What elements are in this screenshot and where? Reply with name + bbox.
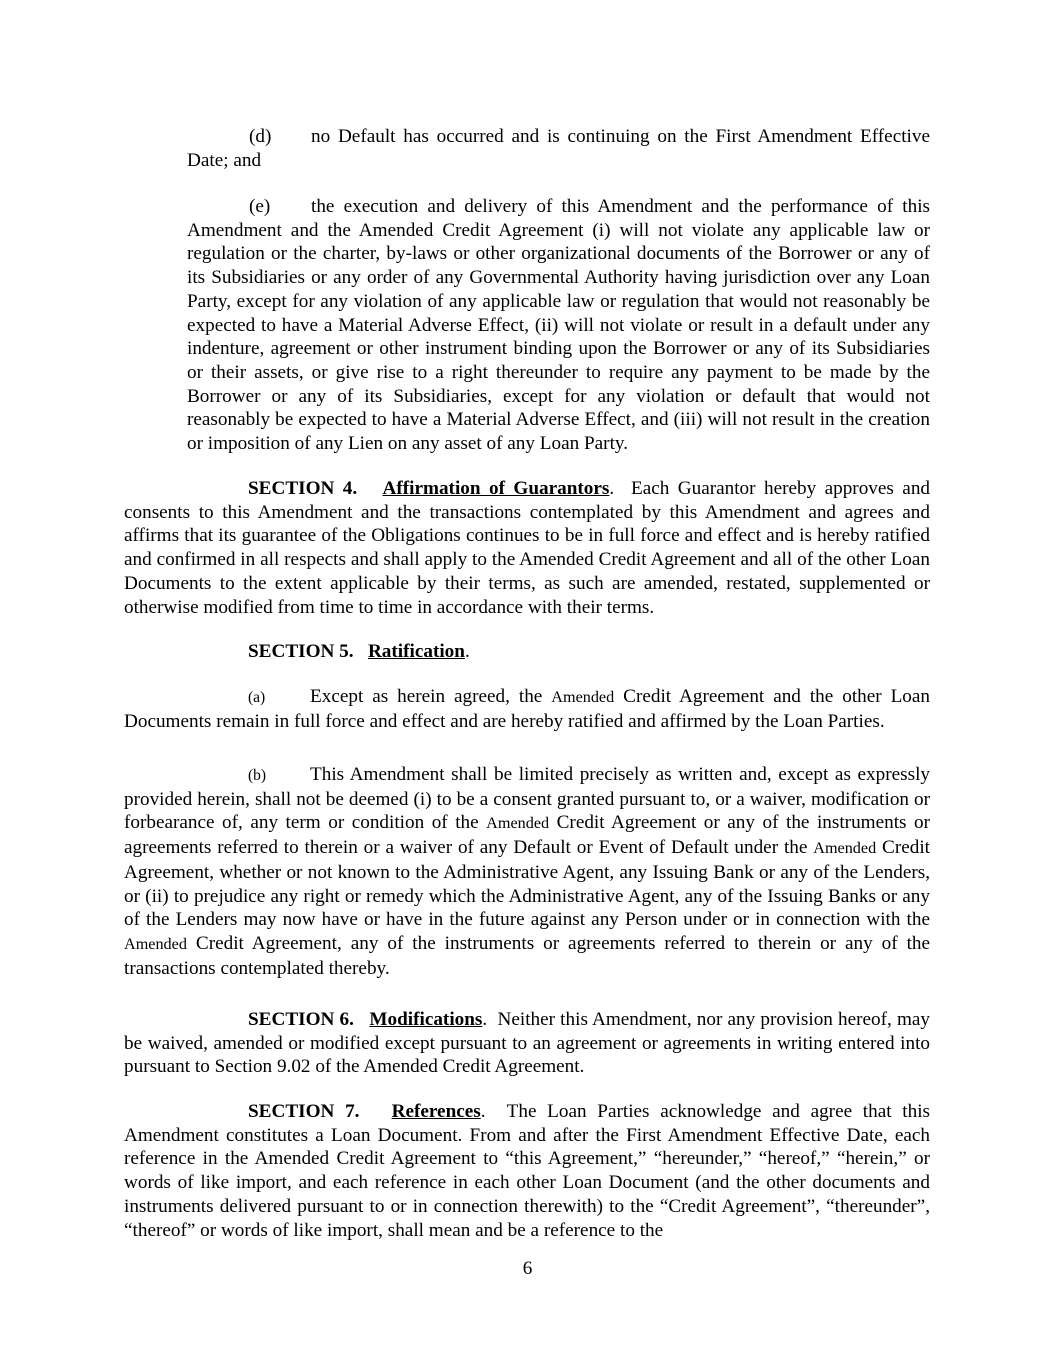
clause-e-text: the execution and delivery of this Amendment and the performance of this Amendment and the Amended Credit Agreement (i) will not violate any applicable law or regulation or the charter, by-laws or other organizational documents of the Borrower or any of its Subsidiaries or any order of any Governmental Authority having jurisdiction over any Loan Party, except for any violation of any applicable law or regulation that would not reasonably be expected to have a Material Adverse Effect, (ii) will not violate or result in a default under any indenture, agreement or other instrument binding upon the Borrower or any of its Subsidiaries or their assets, or give rise to a right thereunder to require any payment to be made by the Borrower or any of its Subsidiaries, except for any violation or default that would not reasonably be expected to have a Material Adverse Effect, and (iii) will not result in the creation or imposition of any Lien on any asset of any Loan Party.	[187, 196, 930, 455]
section-5-a-text-2: Credit Agreement and the other Loan Documents remain in full force and effect and are hereby ratified and affirmed by the Loan Parties.	[124, 686, 931, 732]
section-5-b-amended-1: Amended	[486, 814, 550, 833]
section-5-b-text-2: Credit Agreement or any of the instruments or agreements referred to therein or a waiver of any Default or Event of Default under the	[124, 812, 930, 859]
section-5-title: SECTION 5. Ratification.	[248, 641, 470, 662]
section-5-b-text-1: This Amendment shall be limited precisely as written and, except as expressly provided herein, shall not be deemed (i) to be a consent granted pursuant to, or a waiver, modification or forbearance of, any term or condition of the	[124, 764, 930, 834]
page-number: 6	[522, 1258, 533, 1279]
section-5-a-amended: Amended	[551, 688, 615, 706]
clause-e	[187, 195, 930, 456]
section-5-heading: Ratification	[367, 641, 465, 662]
section-4-number: SECTION 4.	[248, 478, 358, 499]
section-5-b	[124, 763, 930, 980]
section-6-text: Neither this Amendment, nor any provision hereof, may be waived, amended or modified except pursuant to an agreement or agreements in writing entered into pursuant to Section 9.02 of the Amended Credit Agreement.	[124, 1009, 931, 1078]
section-5-number: SECTION 5.	[248, 641, 354, 662]
section-6-number: SECTION 6.	[248, 1009, 354, 1030]
section-7-number: SECTION 7.	[248, 1101, 360, 1122]
section-7-heading: References	[391, 1101, 481, 1122]
section-6: SECTION 6. Modifications. Neither this Amendment, nor any provision hereof, may be waived, amended or modified except pursuant to an agreement or agreements in writing entered into pursuant to Section 9.02 of the Amended Credit Agreement.	[124, 1009, 931, 1078]
section-5-b-amended-3: Amended	[124, 934, 187, 953]
section-5-b-text-3: Credit Agreement, whether or not known to the Administrative Agent, any Issuing Bank or any of the Lenders, or (ii) to prejudice any right or remedy which the Administrative Agent, any of the Issuing Banks or any of the Lenders may now have or have in the future against any Person under or in connection with the	[124, 837, 931, 931]
section-5-b-label: (b)	[248, 767, 267, 784]
section-4-heading: Affirmation of Guarantors	[382, 478, 610, 499]
section-7-text: The Loan Parties acknowledge and agree that this Amendment constitutes a Loan Document. From and after the First Amendment Effective Date, each reference in the Amended Credit Agreement to “this Agreement,” “hereunder,” “hereof,” “herein,” or words of like import, and each reference in each other Loan Document (and the other documents and instruments delivered pursuant to or in connection therewith) to the “Credit Agreement”, “thereunder”, “thereof” or words of like import, shall mean and be a reference to the	[124, 1101, 931, 1241]
section-5-b-text-4: Credit Agreement, any of the instruments or agreements referred to therein or any of the transactions contemplated thereby.	[124, 932, 931, 979]
section-4-text: Each Guarantor hereby approves and consents to this Amendment and the transactions contemplated by this Amendment and agrees and affirms that its guarantee of the Obligations continues to be in full force and effect and is hereby ratified and confirmed in all respects and shall apply to the Amended Credit Agreement and all of the other Loan Documents to the extent applicable by their terms, as such are amended, restated, supplemented or otherwise modified from time to time in accordance with their terms.	[124, 478, 931, 618]
section-5-a-label: (a)	[248, 689, 266, 706]
section-7: SECTION 7. References. The Loan Parties acknowledge and agree that this Amendment constitutes a Loan Document. From and after the First Amendment Effective Date, each reference in the Amended Credit Agreement to “this Agreement,” “hereunder,” “hereof,” “herein,” or words of like import, and each reference in each other Loan Document (and the other documents and instruments delivered pursuant to or in connection therewith) to the “Credit Agreement”, “thereunder”, “thereof” or words of like import, shall mean and be a reference to the	[124, 1101, 931, 1241]
clause-d	[187, 125, 930, 172]
clause-d-label: (d)	[249, 126, 272, 147]
section-4: SECTION 4. Affirmation of Guarantors. Each Guarantor hereby approves and consents to this Amendment and the transactions contemplated by this Amendment and agrees and affirms that its guarantee of the Obligations continues to be in full force and effect and is hereby ratified and confirmed in all respects and shall apply to the Amended Credit Agreement and all of the other Loan Documents to the extent applicable by their terms, as such are amended, restated, supplemented or otherwise modified from time to time in accordance with their terms.	[124, 478, 931, 618]
clause-e-label: (e)	[249, 196, 271, 217]
section-6-heading: Modifications	[369, 1009, 483, 1030]
section-5-b-amended-2: Amended	[813, 839, 877, 858]
clause-d-text: no Default has occurred and is continuing on the First Amendment Effective Date; and	[187, 126, 930, 171]
section-5-a-text-1: Except as herein agreed, the	[310, 686, 543, 707]
section-5-a	[124, 685, 930, 733]
